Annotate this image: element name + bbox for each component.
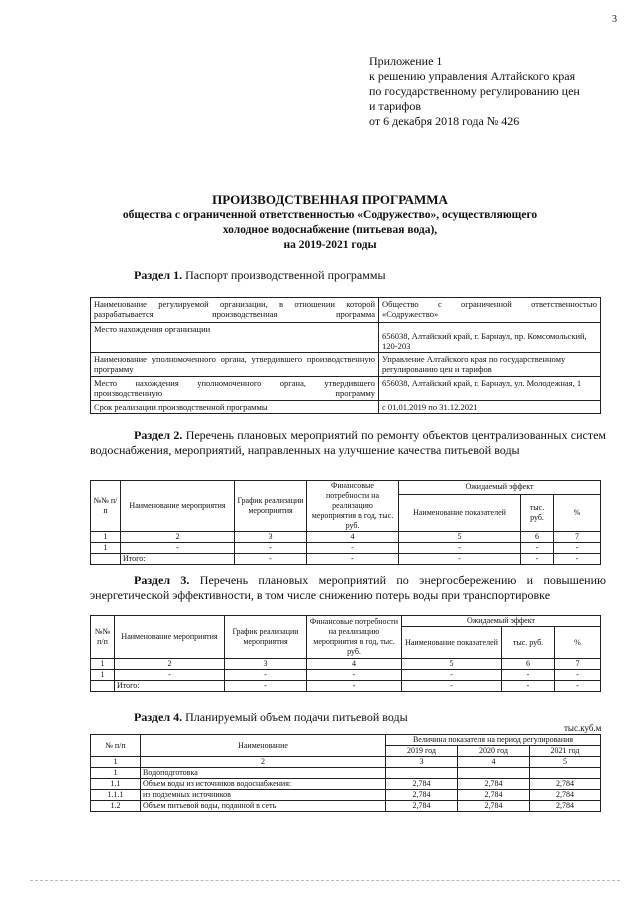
- table-cell: -: [502, 681, 555, 692]
- appendix-line: по государственному регулированию цен: [369, 84, 580, 98]
- passport-name: Наименование уполномоченного органа, утвердившего производственную программу: [91, 353, 379, 377]
- row-value: 2,784: [530, 779, 601, 790]
- header-indicator: Наименование показателей: [402, 627, 502, 659]
- table-cell: -: [554, 543, 601, 554]
- passport-value: 656038, Алтайский край, г. Барнаул, пр. Комсомольский, 120-203: [379, 323, 601, 353]
- row-value: 2,784: [530, 801, 601, 812]
- passport-name: Наименование регулируемой организации, в отношении которой разрабатывается производственная программа: [91, 298, 379, 323]
- unit-label: тыс.куб.м: [564, 723, 602, 733]
- column-number: 5: [399, 532, 521, 543]
- column-number: 2: [115, 659, 225, 670]
- table-cell: -: [399, 543, 521, 554]
- header-effect: Ожидаемый эффект: [399, 481, 601, 495]
- header-year: 2019 год: [386, 746, 458, 757]
- page-bottom-divider: [30, 880, 620, 881]
- header-indicator: Наименование показателей: [399, 494, 521, 531]
- column-number: 2: [121, 532, 235, 543]
- table-cell: -: [555, 681, 601, 692]
- column-number: 1: [91, 757, 141, 768]
- section4-table: [90, 734, 601, 812]
- total-label: Итого:: [115, 681, 225, 692]
- column-number: 6: [521, 532, 554, 543]
- header-num: №№ п/п: [91, 616, 115, 659]
- table-cell: -: [235, 543, 307, 554]
- section3-heading: [90, 573, 606, 603]
- header-effect: Ожидаемый эффект: [402, 616, 601, 627]
- table-cell: -: [307, 554, 399, 565]
- section4-heading: [134, 710, 408, 725]
- row-num: 1.1.1: [91, 790, 141, 801]
- row-num: 1: [91, 768, 141, 779]
- row-value: [530, 768, 601, 779]
- passport-value: Управление Алтайского края по государственному регулированию цен и тарифов: [379, 353, 601, 377]
- table-cell: [91, 554, 121, 565]
- appendix-line: от 6 декабря 2018 года № 426: [369, 114, 520, 128]
- section3-table: [90, 615, 601, 692]
- title-line: общества с ограниченной ответственностью «Содружество», осуществляющего: [122, 209, 538, 221]
- row-value: 2,784: [386, 801, 458, 812]
- column-number: 5: [402, 659, 502, 670]
- header-finance: Финансовые потребности на реализацию мероприятия в год, тыс. руб.: [307, 616, 402, 659]
- table-cell: -: [307, 543, 399, 554]
- row-name: из подземных источников: [141, 790, 386, 801]
- table-cell: -: [307, 670, 402, 681]
- table-cell: -: [225, 670, 307, 681]
- passport-name: Место нахождения уполномоченного органа, утвердившего производственную программу: [91, 377, 379, 401]
- passport-value: с 01.01.2019 по 31.12.2021: [379, 401, 601, 414]
- passport-value: Общество с ограниченной ответственностью «Содружество»: [379, 298, 601, 323]
- column-number: 1: [91, 532, 121, 543]
- header-name: Наименование: [141, 735, 386, 757]
- table-cell: -: [399, 554, 521, 565]
- section-text: Перечень плановых мероприятий по энергосбережению и повышению энергетической эффективности, в том числе снижению потерь воды при транспортировке: [90, 573, 606, 602]
- appendix-block: [369, 54, 619, 129]
- row-value: 2,784: [386, 779, 458, 790]
- column-number: 5: [530, 757, 601, 768]
- column-number: 4: [307, 532, 399, 543]
- header-name: Наименование мероприятия: [115, 616, 225, 659]
- column-number: 3: [225, 659, 307, 670]
- row-num: 1.2: [91, 801, 141, 812]
- header-schedule: График реализации мероприятия: [235, 481, 307, 532]
- column-number: 1: [91, 659, 115, 670]
- column-number: 6: [502, 659, 555, 670]
- header-num: № п/п: [91, 735, 141, 757]
- appendix-line: Приложение 1: [369, 54, 443, 68]
- row-num: 1.1: [91, 779, 141, 790]
- header-period: Величина показателя на период регулирования: [386, 735, 601, 746]
- table-cell: -: [521, 543, 554, 554]
- passport-table: [90, 297, 601, 414]
- title-line: на 2019-2021 годы: [283, 239, 377, 251]
- table-cell: -: [554, 554, 601, 565]
- table-cell: 1: [91, 670, 115, 681]
- row-value: 2,784: [386, 790, 458, 801]
- table-cell: -: [225, 681, 307, 692]
- appendix-line: и тарифов: [369, 99, 422, 113]
- column-number: 4: [458, 757, 530, 768]
- row-value: 2,784: [458, 779, 530, 790]
- section-text: Паспорт производственной программы: [185, 268, 386, 282]
- section-text: Планируемый объем подачи питьевой воды: [185, 710, 408, 724]
- table-cell: -: [555, 670, 601, 681]
- table-cell: -: [307, 681, 402, 692]
- table-cell: -: [115, 670, 225, 681]
- header-year: 2021 год: [530, 746, 601, 757]
- row-value: 2,784: [458, 801, 530, 812]
- header-name: Наименование мероприятия: [121, 481, 235, 532]
- table-cell: -: [402, 681, 502, 692]
- header-schedule: График реализации мероприятия: [225, 616, 307, 659]
- table-cell: -: [521, 554, 554, 565]
- header-rub: тыс. руб.: [502, 627, 555, 659]
- column-number: 7: [554, 532, 601, 543]
- section2-table: [90, 480, 601, 565]
- section-label: Раздел 2.: [134, 428, 183, 442]
- row-value: [386, 768, 458, 779]
- title-line: ПРОИЗВОДСТВЕННАЯ ПРОГРАММА: [212, 192, 448, 207]
- table-cell: 1: [91, 543, 121, 554]
- column-number: 7: [555, 659, 601, 670]
- row-value: 2,784: [530, 790, 601, 801]
- section-label: Раздел 1.: [134, 268, 183, 282]
- table-cell: -: [121, 543, 235, 554]
- appendix-line: к решению управления Алтайского края: [369, 69, 576, 83]
- section-label: Раздел 4.: [134, 710, 183, 724]
- passport-value: 656038, Алтайский край, г. Барнаул, ул. Молодежная, 1: [379, 377, 601, 401]
- document-title: [60, 192, 600, 253]
- page-number: 3: [612, 14, 617, 25]
- passport-name: Срок реализации производственной программы: [91, 401, 379, 414]
- section2-heading: [90, 428, 606, 458]
- column-number: 3: [235, 532, 307, 543]
- passport-name: Место нахождения организации: [91, 323, 379, 353]
- header-rub: тыс. руб.: [521, 494, 554, 531]
- header-pct: %: [555, 627, 601, 659]
- header-pct: %: [554, 494, 601, 531]
- row-value: [458, 768, 530, 779]
- row-name: Объем воды из источников водоснабжения:: [141, 779, 386, 790]
- table-cell: [91, 681, 115, 692]
- table-cell: -: [235, 554, 307, 565]
- column-number: 3: [386, 757, 458, 768]
- table-cell: -: [502, 670, 555, 681]
- header-finance: Финансовые потребности на реализацию мероприятия в год, тыс. руб.: [307, 481, 399, 532]
- section-label: Раздел 3.: [134, 573, 190, 587]
- section1-heading: [134, 268, 386, 283]
- header-year: 2020 год: [458, 746, 530, 757]
- title-line: холодное водоснабжение (питьевая вода),: [222, 224, 438, 236]
- column-number: 2: [141, 757, 386, 768]
- header-num: №№ п/п: [91, 481, 121, 532]
- column-number: 4: [307, 659, 402, 670]
- section-text: Перечень плановых мероприятий по ремонту объектов централизованных систем водоснабжения, мероприятий, направленных на улучшение качества питьевой воды: [90, 428, 606, 457]
- table-cell: -: [402, 670, 502, 681]
- row-name: Водоподготовка: [141, 768, 386, 779]
- total-label: Итого:: [121, 554, 235, 565]
- row-value: 2,784: [458, 790, 530, 801]
- row-name: Объем питьевой воды, поданной в сеть: [141, 801, 386, 812]
